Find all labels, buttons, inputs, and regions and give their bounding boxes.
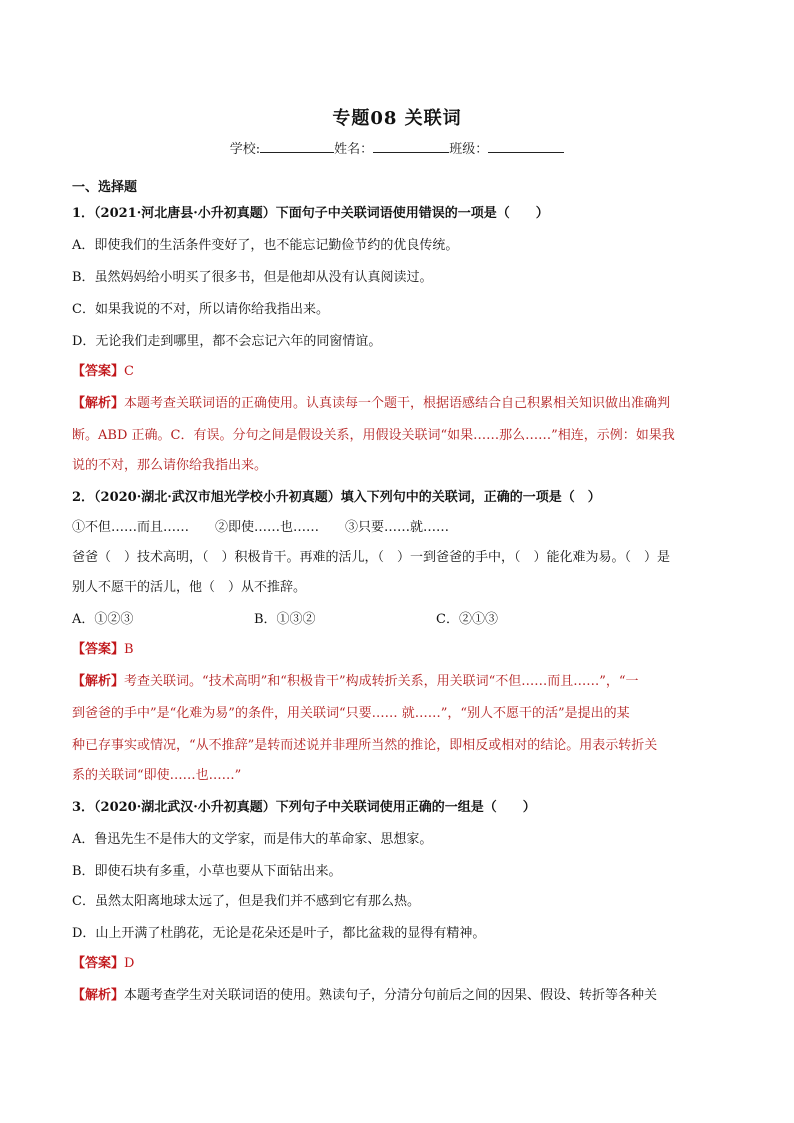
analysis-tag: 【解析】 <box>72 988 125 1003</box>
question-2-text-line-2: 别人不愿干的活儿，他（ ）从不推辞。 <box>72 580 307 595</box>
class-blank[interactable] <box>488 140 564 153</box>
question-2-options <box>72 610 732 630</box>
answer-value: B <box>124 642 134 657</box>
question-3-analysis-line-1: 【解析】本题考查学生对关联词语的使用。熟读句子，分清分句前后之间的因果、假设、转折等各种关 <box>72 988 658 1003</box>
question-1-option-b: B．虽然妈妈给小明买了很多书，但是他却从没有认真阅读过。 <box>72 270 433 285</box>
question-1-option-d: D．无论我们走到哪里，都不会忘记六年的同窗情谊。 <box>72 334 382 349</box>
question-2-text-line-1: 爸爸（ ）技术高明，（ ）积极肯干。再难的活儿，（ ）一到爸爸的手中，（ ）能化难为易。（ ）是 <box>72 550 671 565</box>
question-2-analysis-line-1: 【解析】考查关联词。“技术高明”和“积极肯干”构成转折关系，用关联词“不但……而且……”，“一 <box>72 674 639 689</box>
page-title: 专题08 关联词 <box>332 108 462 129</box>
analysis-tag: 【解析】 <box>72 396 125 411</box>
question-2-analysis-line-3: 种已存事实或情况，“从不推辞”是转而述说并非理所当然的推论，即相反或相对的结论。用表示转折关 <box>72 738 658 753</box>
answer-tag: 【答案】 <box>72 364 125 379</box>
question-2-option-b: B．①③② <box>254 612 316 627</box>
answer-value: C <box>124 364 134 379</box>
school-blank[interactable] <box>260 140 334 153</box>
analysis-tag: 【解析】 <box>72 674 125 689</box>
name-label: 姓名： <box>334 142 374 157</box>
question-3-option-a: A．鲁迅先生不是伟大的文学家，而是伟大的革命家、思想家。 <box>72 832 433 847</box>
question-2-stem: 2．（2020·湖北·武汉市旭光学校小升初真题）填入下列句中的关联词，正确的一项是（ ） <box>72 490 601 505</box>
question-1-analysis-line-3: 说的不对，那么请你给我指出来。 <box>72 458 268 473</box>
question-1-analysis-line-1: 【解析】本题考查关联词语的正确使用。认真读每一个题干，根据语感结合自己积累相关知识做出准确判 <box>72 396 671 411</box>
question-3-answer <box>72 954 732 974</box>
answer-tag: 【答案】 <box>72 642 125 657</box>
question-3-stem: 3．（2020·湖北武汉·小升初真题）下列句子中关联词使用正确的一组是（ ） <box>72 800 536 815</box>
question-1-answer <box>72 362 732 382</box>
name-blank[interactable] <box>373 140 449 153</box>
question-3-option-d: D．山上开满了杜鹃花，无论是花朵还是叶子，都比盆栽的显得有精神。 <box>72 926 486 941</box>
question-2-option-c: C．②①③ <box>436 612 498 627</box>
question-2-option-a: A．①②③ <box>72 612 134 627</box>
answer-tag: 【答案】 <box>72 956 125 971</box>
question-3-option-c: C．虽然太阳离地球太远了，但是我们并不感到它有那么热。 <box>72 894 420 909</box>
question-1-option-c: C．如果我说的不对，所以请你给我指出来。 <box>72 302 329 317</box>
question-1-option-a: A．即使我们的生活条件变好了，也不能忘记勤俭节约的优良传统。 <box>72 238 459 253</box>
student-info-line <box>0 138 794 157</box>
question-2-analysis-line-2: 到爸爸的手中”是“化难为易”的条件，用关联词“只要…… 就……”，“别人不愿干的活”是提出的某 <box>72 706 630 721</box>
question-1-stem: 1．（2021·河北唐县·小升初真题）下面句子中关联词语使用错误的一项是（ ） <box>72 206 549 221</box>
question-2-answer <box>72 640 732 660</box>
question-2-analysis-line-4: 系的关联词“即使……也……” <box>72 768 242 783</box>
question-1-analysis-line-2: 断。ABD 正确。C．有误。分句之间是假设关系，用假设关联词“如果……那么……”相连，示例：如果我 <box>72 428 675 443</box>
question-3-option-b: B．即使石块有多重，小草也要从下面钻出来。 <box>72 864 342 879</box>
question-2-choices: ①不但……而且…… ②即使……也…… ③只要……就…… <box>72 520 450 535</box>
school-label: 学校: <box>229 142 261 157</box>
section-heading: 一、选择题 <box>72 180 138 195</box>
answer-value: D <box>124 956 135 971</box>
class-label: 班级： <box>449 142 489 157</box>
